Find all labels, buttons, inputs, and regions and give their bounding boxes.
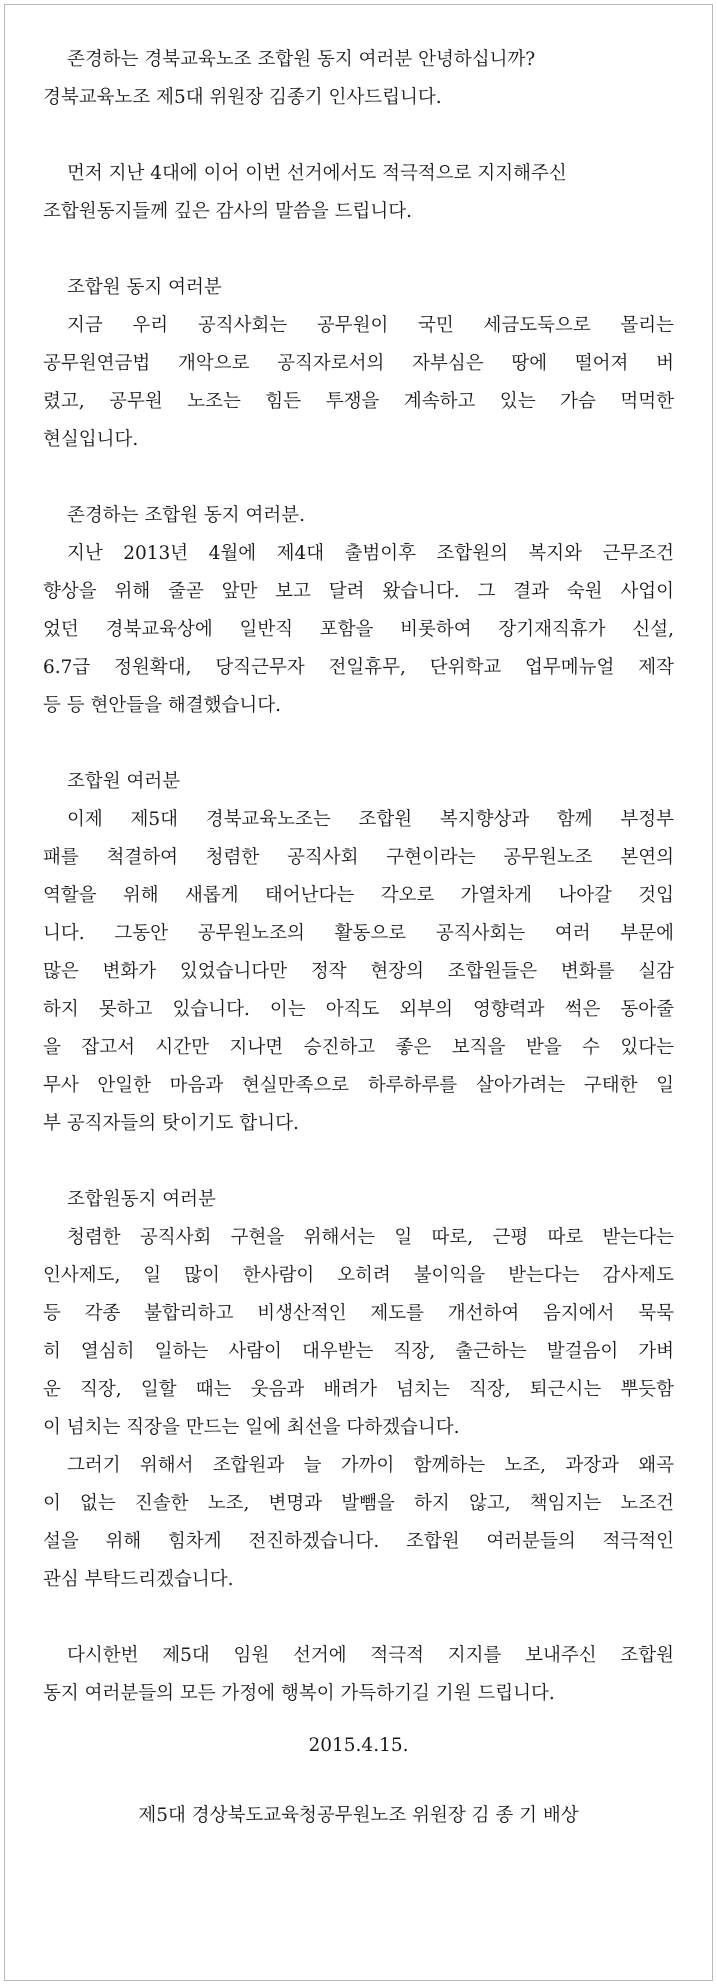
- section4-line: 등 각종 불합리하고 비생산적인 제도를 개선하여 음지에서 묵묵: [43, 1303, 674, 1324]
- spacer: [43, 231, 674, 269]
- section3-line: 역할을 위해 새롭게 태어난다는 각오로 가열차게 나아갈 것입: [43, 885, 674, 906]
- section2-line: 향상을 위해 줄곧 앞만 보고 달려 왔습니다. 그 결과 숙원 사업이: [43, 581, 674, 602]
- section2-line: 6.7급 정원확대, 당직근무자 전일휴무, 단위학교 업무메뉴얼 제작: [43, 657, 674, 678]
- spacer: [43, 725, 674, 763]
- section4-line: 히 열심히 일하는 사람이 대우받는 직장, 출근하는 발걸음이 가벼: [43, 1341, 674, 1362]
- section3-line: 하지 못하고 있습니다. 이는 아직도 외부의 영향력과 썩은 동아줄: [43, 999, 674, 1020]
- thanks-line-2: 조합원동지들께 깊은 감사의 말씀을 드립니다.: [43, 201, 412, 222]
- section2-line: 등 등 현안들을 해결했습니다.: [43, 695, 281, 716]
- section4-line: 이 없는 진솔한 노조, 변명과 발뺌을 하지 않고, 책임지는 노조건: [43, 1493, 674, 1514]
- section3-line: 니다. 그동안 공무원노조의 활동으로 공직사회는 여러 부문에: [43, 923, 674, 944]
- section3-heading: 조합원 여러분: [67, 771, 181, 792]
- section3-line: 부 공직자들의 탓이기도 합니다.: [43, 1113, 299, 1134]
- section3-line: 이제 제5대 경북교육노조는 조합원 복지향상과 함께 부정부: [67, 809, 674, 830]
- closing-line-2: 동지 여러분들의 모든 가정에 행복이 가득하기길 기원 드립니다.: [43, 1683, 555, 1704]
- greeting-line-1: 존경하는 경북교육노조 조합원 동지 여러분 안녕하십니까?: [67, 49, 536, 70]
- section4-line: 운 직장, 일할 때는 웃음과 배려가 넘치는 직장, 퇴근시는 뿌듯함: [43, 1379, 674, 1400]
- section4-line: 설을 위해 힘차게 전진하겠습니다. 조합원 여러분들의 적극적인: [43, 1531, 674, 1552]
- section4-line: 그러기 위해서 조합원과 늘 가까이 함께하는 노조, 과장과 왜곡: [67, 1455, 674, 1476]
- letter-signature: 제5대 경상북도교육청공무원노조 위원장 김 종 기 배상: [138, 1805, 579, 1826]
- spacer: [43, 1599, 674, 1637]
- section4-line: 청렴한 공직사회 구현을 위해서는 일 따로, 근평 따로 받는다는: [67, 1227, 674, 1248]
- section4-heading: 조합원동지 여러분: [67, 1189, 216, 1210]
- section1-line: 지금 우리 공직사회는 공무원이 국민 세금도둑으로 몰리는: [67, 315, 674, 336]
- section4-line: 관심 부탁드리겠습니다.: [43, 1569, 234, 1590]
- section4-line: 인사제도, 일 많이 한사람이 오히려 불이익을 받는다는 감사제도: [43, 1265, 674, 1286]
- section2-heading: 존경하는 조합원 동지 여러분.: [67, 505, 305, 526]
- spacer: [43, 1143, 674, 1181]
- spacer: [43, 459, 674, 497]
- thanks-line-1: 먼저 지난 4대에 이어 이번 선거에서도 적극적으로 지지해주신: [67, 163, 567, 184]
- closing-line-1: 다시한번 제5대 임원 선거에 적극적 지지를 보내주신 조합원: [67, 1645, 674, 1666]
- spacer: [43, 117, 674, 155]
- section2-line: 지난 2013년 4월에 제4대 출범이후 조합원의 복지와 근무조건: [67, 543, 674, 564]
- letter-date: 2015.4.15.: [308, 1735, 409, 1756]
- section3-line: 을 잡고서 시간만 지나면 승진하고 좋은 보직을 받을 수 있다는: [43, 1037, 674, 1058]
- section1-line: 현실입니다.: [43, 429, 139, 450]
- letter-frame: [4, 4, 713, 1981]
- section1-line: 공무원연금법 개악으로 공직자로서의 자부심은 땅에 떨어져 버: [43, 353, 674, 374]
- section3-line: 무사 안일한 마음과 현실만족으로 하루하루를 살아가려는 구태한 일: [43, 1075, 674, 1096]
- section1-line: 렸고, 공무원 노조는 힘든 투쟁을 계속하고 있는 가슴 먹먹한: [43, 391, 674, 412]
- section1-heading: 조합원 동지 여러분: [67, 277, 222, 298]
- section3-line: 많은 변화가 있었습니다만 정작 현장의 조합원들은 변화를 실감: [43, 961, 674, 982]
- section3-line: 패를 척결하여 청렴한 공직사회 구현이라는 공무원노조 본연의: [43, 847, 674, 868]
- section4-line: 이 넘치는 직장을 만드는 일에 최선을 다하겠습니다.: [43, 1417, 460, 1438]
- section2-line: 었던 경북교육상에 일반직 포함을 비롯하여 장기재직휴가 신설,: [43, 619, 674, 640]
- greeting-line-2: 경북교육노조 제5대 위원장 김종기 인사드립니다.: [43, 87, 442, 108]
